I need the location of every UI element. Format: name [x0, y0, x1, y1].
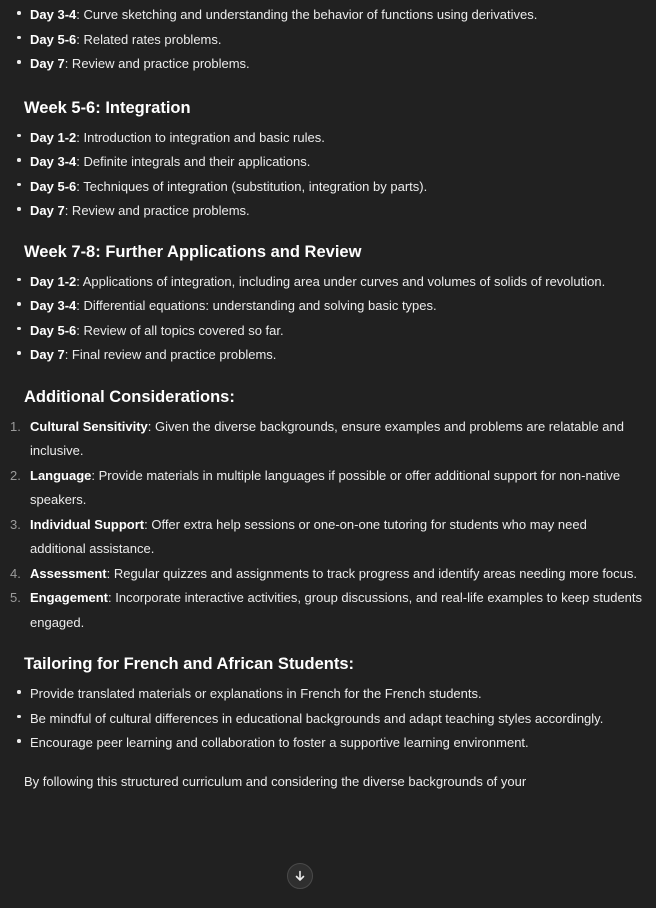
- list-item: [0, 150, 656, 175]
- item-number: 1.: [10, 418, 21, 434]
- item-key: Language: [30, 467, 92, 483]
- item-text: : Introduction to integration and basic rules.: [76, 129, 325, 145]
- item-key: Individual Support: [30, 516, 145, 532]
- item-key: Day 7: [30, 347, 65, 362]
- list-item: [0, 319, 656, 344]
- item-text: Encourage peer learning and collaboration to foster a supportive learning environment.: [30, 735, 529, 750]
- item-text: Provide translated materials or explanations in French for the French students.: [30, 686, 482, 701]
- tailoring-list: [0, 682, 656, 756]
- list-item: [0, 562, 656, 587]
- item-text: : Definite integrals and their applications.: [76, 154, 311, 169]
- item-key: Day 5-6: [30, 178, 77, 194]
- list-item: [0, 199, 656, 224]
- item-text: : Regular quizzes and assignments to track progress and identify areas needing more focus.: [106, 565, 638, 581]
- item-number: 5.: [10, 590, 21, 605]
- item-key: Assessment: [30, 565, 107, 581]
- list-item: [0, 731, 656, 756]
- item-text: : Related rates problems.: [76, 31, 222, 47]
- item-key: Day 3-4: [30, 7, 77, 22]
- list-item: [0, 175, 656, 200]
- item-number: 2.: [10, 467, 21, 483]
- item-text: : Offer extra help sessions or one-on-one tutoring for students who may need additional assistance.: [30, 516, 587, 556]
- list-item: [0, 707, 656, 732]
- list-item: [0, 513, 656, 562]
- item-text: Be mindful of cultural differences in educational backgrounds and adapt teaching styles accordingly.: [30, 710, 604, 726]
- item-key: Engagement: [30, 590, 109, 605]
- item-key: Day 5-6: [30, 31, 77, 47]
- item-key: Day 3-4: [30, 154, 77, 169]
- item-text: : Review and practice problems.: [64, 203, 250, 218]
- list-item: [0, 415, 656, 464]
- list-item: [0, 270, 656, 295]
- item-text: : Incorporate interactive activities, group discussions, and real-life examples to keep students engaged.: [30, 590, 643, 630]
- list-item: [0, 464, 656, 513]
- list-item: [0, 52, 656, 77]
- item-text: : Given the diverse backgrounds, ensure examples and problems are relatable and inclusive.: [30, 418, 624, 458]
- item-key: Day 3-4: [30, 298, 77, 313]
- list-item: [0, 586, 656, 635]
- item-key: Cultural Sensitivity: [30, 418, 148, 434]
- closing-paragraph: By following this structured curriculum and considering the diverse backgrounds of your: [24, 773, 527, 789]
- section-heading-week-7-8: Week 7-8: Further Applications and Review: [24, 242, 362, 261]
- item-text: : Review and practice problems.: [64, 56, 250, 71]
- list-item: [0, 126, 656, 151]
- item-number: 3.: [10, 516, 21, 532]
- list-item: [0, 28, 656, 53]
- arrow-down-icon: [294, 870, 306, 882]
- list-item: [0, 343, 656, 368]
- scroll-to-bottom-button[interactable]: [287, 863, 313, 889]
- item-key: Day 5-6: [30, 322, 77, 338]
- item-key: Day 7: [30, 203, 65, 218]
- item-text: : Provide materials in multiple languages if possible or offer additional support for non-native speakers.: [30, 467, 621, 507]
- item-text: : Techniques of integration (substitution, integration by parts).: [76, 178, 428, 194]
- week-5-6-list: [0, 126, 656, 224]
- item-key: Day 1-2: [30, 129, 77, 145]
- list-item: [0, 682, 656, 707]
- item-text: : Applications of integration, including area under curves and volumes of solids of revolution.: [76, 273, 606, 289]
- list-item: [0, 294, 656, 319]
- item-number: 4.: [10, 565, 21, 581]
- section-heading-week-5-6: Week 5-6: Integration: [24, 98, 191, 117]
- item-text: : Differential equations: understanding and solving basic types.: [76, 298, 437, 313]
- item-key: Day 1-2: [30, 273, 77, 289]
- intro-bullet-list: [0, 3, 656, 77]
- week-7-8-list: [0, 270, 656, 368]
- item-text: : Final review and practice problems.: [64, 347, 277, 362]
- section-heading-tailoring: Tailoring for French and African Students:: [24, 655, 355, 673]
- list-item: [0, 3, 656, 28]
- additional-considerations-list: [0, 415, 656, 636]
- item-text: : Review of all topics covered so far.: [76, 322, 284, 338]
- item-key: Day 7: [30, 56, 65, 71]
- item-text: : Curve sketching and understanding the behavior of functions using derivatives.: [76, 7, 538, 22]
- section-heading-additional-considerations: Additional Considerations:: [24, 387, 235, 406]
